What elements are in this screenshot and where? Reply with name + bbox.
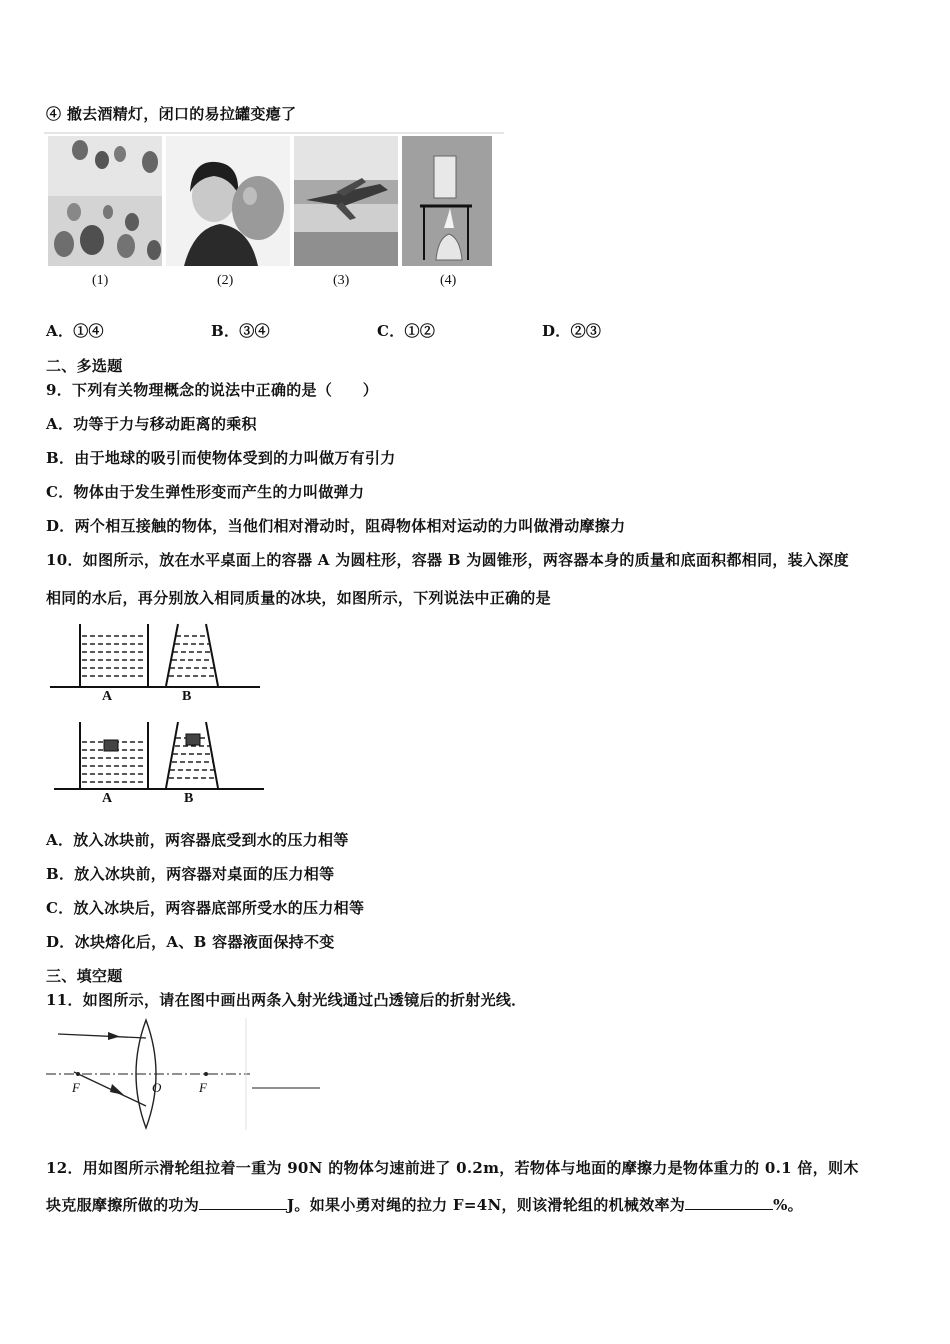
q8-option-d[interactable]: D．②③ <box>542 322 602 340</box>
q11-lens-figure <box>44 1018 324 1130</box>
q12-line2-part3: %。 <box>773 1196 803 1214</box>
q12-answer-blank-work[interactable] <box>199 1195 287 1210</box>
container-b-with-ice <box>166 722 218 788</box>
q9-option-b[interactable]: B．由于地球的吸引而使物体受到的力叫做万有引力 <box>46 449 396 467</box>
q10-stem-line2: 相同的水后，再分别放入相同质量的冰块，如图所示，下列说法中正确的是 <box>46 589 551 607</box>
container-a-before <box>80 624 148 686</box>
q11-stem: 11．如图所示，请在图中画出两条入射光线通过凸透镜后的折射光线． <box>46 991 527 1009</box>
q9-option-d[interactable]: D．两个相互接触的物体，当他们相对滑动时，阻碍物体相对运动的力叫做滑动摩擦力 <box>46 517 626 535</box>
q12-line2 <box>46 1194 803 1215</box>
section-3-heading: 三、填空题 <box>46 967 123 985</box>
q8-caption-3: (3) <box>333 273 350 288</box>
q10-label-b-top: B <box>182 689 192 704</box>
q8-option-c[interactable]: C．①② <box>377 322 436 340</box>
q12-line1: 12．用如图所示滑轮组拉着一重为 90N 的物体匀速前进了 0.2m，若物体与地面的摩擦力是物体重力的 0.1 倍，则木 <box>46 1159 859 1177</box>
q10-option-b[interactable]: B．放入冰块前，两容器对桌面的压力相等 <box>46 865 335 883</box>
q10-option-d[interactable]: D．冰块熔化后，A、B 容器液面保持不变 <box>46 933 335 951</box>
q8-option-b[interactable]: B．③④ <box>211 322 270 340</box>
q9-stem: 9．下列有关物理概念的说法中正确的是（ ） <box>46 381 379 399</box>
q9-option-a[interactable]: A．功等于力与移动距离的乘积 <box>46 415 257 433</box>
section-2-heading: 二、多选题 <box>46 357 123 375</box>
q12-line2-part1: 块克服摩擦所做的功为 <box>46 1196 200 1214</box>
q12-line2-part2: J。如果小勇对绳的拉力 F=4N，则该滑轮组的机械效率为 <box>287 1196 686 1214</box>
left-focus-point <box>76 1072 80 1076</box>
incident-ray-parallel <box>58 1032 146 1040</box>
q8-item4: ④ 撤去酒精灯，闭口的易拉罐变瘪了 <box>46 105 297 123</box>
incident-ray-through-focus <box>74 1072 146 1106</box>
q8-option-a[interactable]: A．①④ <box>46 322 104 340</box>
q11-label-right-f: F <box>199 1080 207 1095</box>
q8-caption-1: (1) <box>92 273 109 288</box>
hot-air-balloons-image <box>48 136 162 266</box>
container-a-with-ice <box>80 722 148 788</box>
q10-stem-line1: 10．如图所示，放在水平桌面上的容器 A 为圆柱形，容器 B 为圆锥形，两容器本身的质量和底面积都相同，装入深度 <box>46 551 849 569</box>
q10-label-a-top: A <box>102 689 113 704</box>
q10-label-a-bottom: A <box>102 791 113 806</box>
q10-option-a[interactable]: A．放入冰块前，两容器底受到水的压力相等 <box>46 831 349 849</box>
can-on-tripod-image <box>402 136 492 266</box>
q8-caption-4: (4) <box>440 273 457 288</box>
q12-answer-blank-efficiency[interactable] <box>685 1195 773 1210</box>
q10-containers-figure <box>46 614 266 810</box>
q8-caption-2: (2) <box>217 273 234 288</box>
q10-label-b-bottom: B <box>184 791 194 806</box>
container-b-before <box>166 624 218 686</box>
q11-label-left-f: F <box>72 1080 80 1095</box>
right-focus-point <box>204 1072 208 1076</box>
girl-balloon-image <box>166 136 290 266</box>
q9-option-c[interactable]: C．物体由于发生弹性形变而产生的力叫做弹力 <box>46 483 365 501</box>
q10-option-c[interactable]: C．放入冰块后，两容器底部所受水的压力相等 <box>46 899 365 917</box>
q11-label-o: O <box>152 1080 162 1095</box>
q8-figure-strip <box>44 132 504 272</box>
airplane-image <box>294 136 398 266</box>
